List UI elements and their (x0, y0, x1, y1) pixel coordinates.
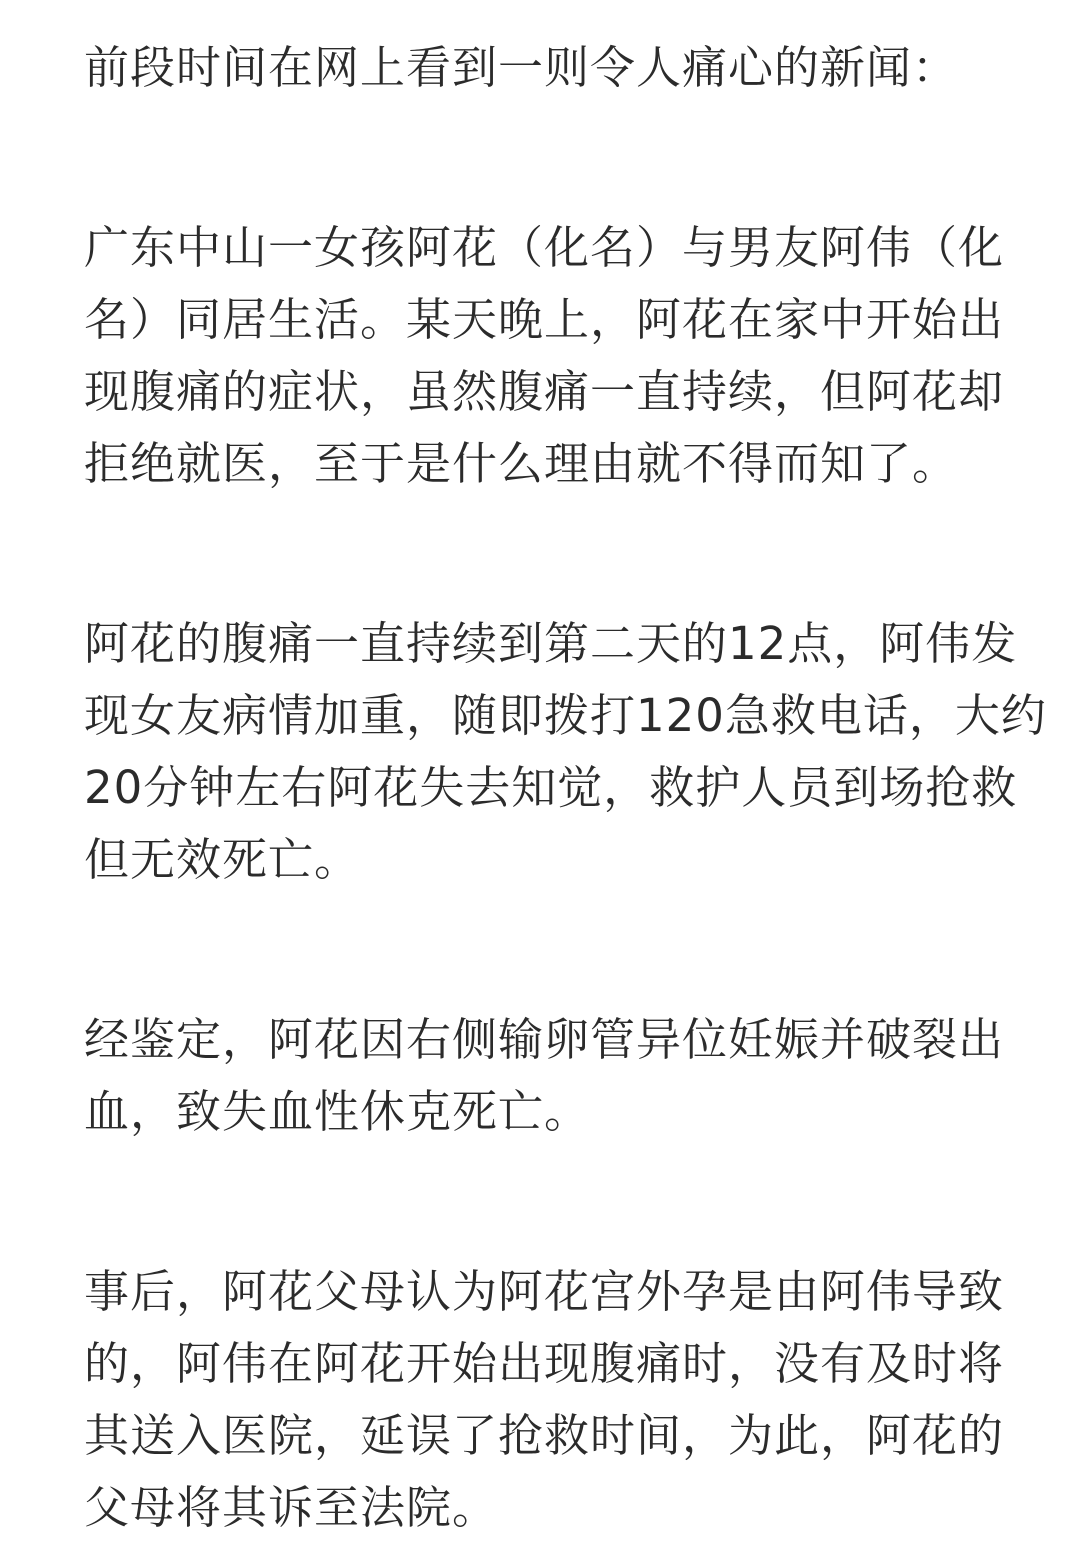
paragraph-gap (84, 1148, 996, 1256)
paragraph-emergency (84, 608, 1047, 896)
paragraph-gap (84, 896, 996, 1004)
text-line: 但无效死亡。 (84, 833, 361, 886)
paragraph-lawsuit (84, 1256, 1005, 1544)
text-line: 的，阿伟在阿花开始出现腹痛时，没有及时将 (84, 1337, 1005, 1390)
text-line: 现腹痛的症状，虽然腹痛一直持续，但阿花却 (84, 365, 1005, 418)
text-line: 前段时间在网上看到一则令人痛心的新闻： (84, 41, 959, 94)
paragraph-intro (84, 32, 996, 104)
article-body (84, 32, 1047, 1544)
text-line: 事后，阿花父母认为阿花宫外孕是由阿伟导致 (84, 1265, 1005, 1318)
paragraph-diagnosis (84, 1004, 1005, 1148)
text-line: 阿花的腹痛一直持续到第二天的12点，阿伟发 (84, 617, 1018, 670)
text-line: 拒绝就医，至于是什么理由就不得而知了。 (84, 437, 959, 490)
text-line: 经鉴定，阿花因右侧输卵管异位妊娠并破裂出 (84, 1013, 1005, 1066)
paragraph-gap (84, 104, 996, 212)
paragraph-gap (84, 500, 996, 608)
text-line: 20分钟左右阿花失去知觉，救护人员到场抢救 (84, 761, 1018, 814)
text-line: 广东中山一女孩阿花（化名）与男友阿伟（化 (84, 221, 1005, 274)
text-line: 现女友病情加重，随即拨打120急救电话，大约 (84, 689, 1047, 742)
text-line: 其送入医院，延误了抢救时间，为此，阿花的 (84, 1409, 1005, 1462)
text-line: 父母将其诉至法院。 (84, 1481, 499, 1534)
paragraph-background (84, 212, 1005, 500)
text-line: 血，致失血性休克死亡。 (84, 1085, 591, 1138)
text-line: 名）同居生活。某天晚上，阿花在家中开始出 (84, 293, 1005, 346)
